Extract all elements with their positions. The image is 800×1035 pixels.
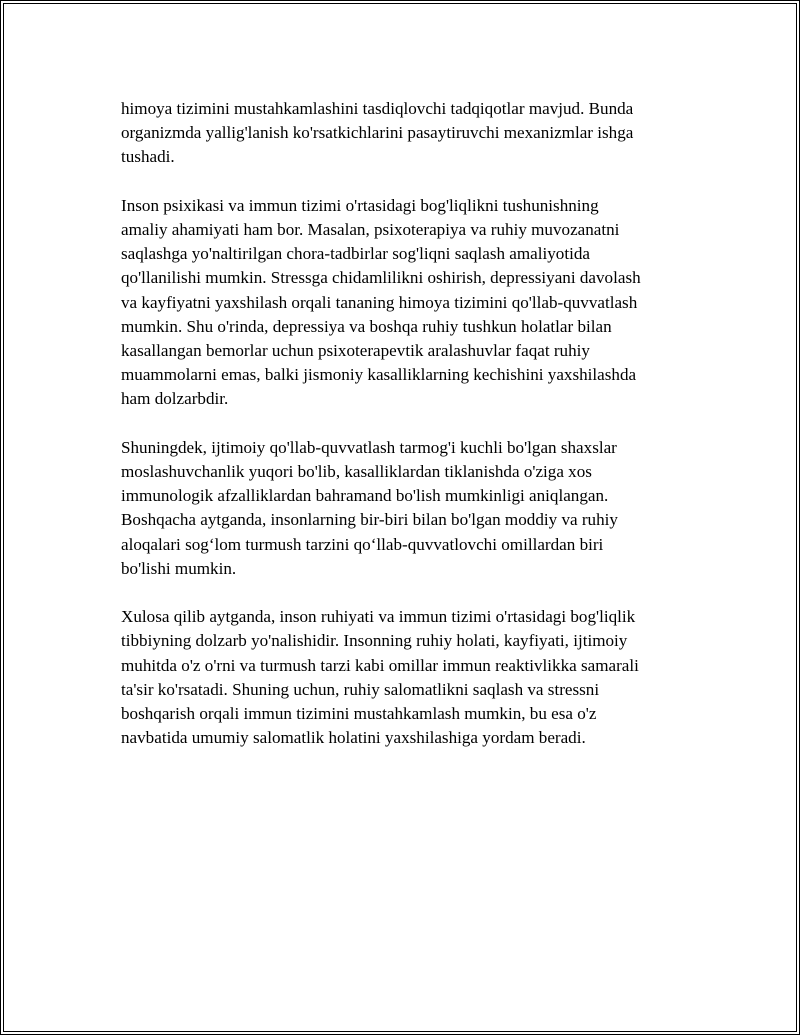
text-line: navbatida umumiy salomatlik holatini yaxshilashiga yordam beradi. bbox=[121, 728, 586, 748]
paragraph-2 bbox=[121, 194, 691, 412]
text-line: moslashuvchanlik yuqori bo'lib, kasalliklardan tiklanishda o'ziga xos bbox=[121, 462, 592, 482]
text-line: tibbiyning dolzarb yo'nalishidir. Insonning ruhiy holati, kayfiyati, ijtimoiy bbox=[121, 631, 628, 651]
text-line: muammolarni emas, balki jismoniy kasalliklarning kechishini yaxshilashda bbox=[121, 365, 637, 385]
text-line: boshqarish orqali immun tizimini mustahkamlash mumkin, bu esa o'z bbox=[121, 704, 597, 724]
document-body bbox=[121, 97, 691, 775]
text-line: amaliy ahamiyati ham bor. Masalan, psixoterapiya va ruhiy muvozanatni bbox=[121, 220, 620, 239]
text-line: Shuningdek, ijtimoiy qo'llab-quvvatlash tarmog'i kuchli bo'lgan shaxslar bbox=[121, 437, 617, 457]
text-line: muhitda o'z o'rni va turmush tarzi kabi omillar immun reaktivlikka samarali bbox=[121, 655, 639, 675]
text-line: qo'llanilishi mumkin. Stressga chidamlilikni oshirish, depressiyani davolash bbox=[121, 268, 641, 288]
text-line: Inson psixikasi va immun tizimi o'rtasidagi bog'liqlikni tushunishning bbox=[121, 195, 599, 215]
text-line: mumkin. Shu o'rinda, depressiya va boshqa ruhiy tushkun holatlar bilan bbox=[121, 316, 612, 336]
text-line: aloqalari sog‘lom turmush tarzini qo‘llab-quvvatlovchi omillardan biri bbox=[121, 534, 604, 554]
text-line: ta'sir ko'rsatadi. Shuning uchun, ruhiy salomatlikni saqlash va stressni bbox=[121, 679, 600, 699]
text-line: Boshqacha aytganda, insonlarning bir-biri bilan bo'lgan moddiy va ruhiy bbox=[121, 510, 618, 530]
text-line: bo'lishi mumkin. bbox=[121, 558, 237, 578]
text-line: tushadi. bbox=[121, 147, 175, 167]
text-line: organizmda yallig'lanish ko'rsatkichlarini pasaytiruvchi mexanizmlar ishga bbox=[121, 123, 634, 143]
text-line: himoya tizimini mustahkamlashini tasdiqlovchi tadqiqotlar mavjud. Bunda bbox=[121, 99, 634, 118]
text-line: saqlashga yo'naltirilgan chora-tadbirlar sog'liqni saqlash amaliyotida bbox=[121, 244, 590, 264]
paragraph-4 bbox=[121, 605, 691, 750]
text-line: kasallangan bemorlar uchun psixoterapevtik aralashuvlar faqat ruhiy bbox=[121, 341, 590, 361]
text-line: Xulosa qilib aytganda, inson ruhiyati va immun tizimi o'rtasidagi bog'liqlik bbox=[121, 607, 636, 627]
paragraph-3 bbox=[121, 436, 691, 581]
text-line: va kayfiyatni yaxshilash orqali tananing himoya tizimini qo'llab-quvvatlash bbox=[121, 292, 638, 312]
paragraph-1 bbox=[121, 97, 691, 170]
text-line: ham dolzarbdir. bbox=[121, 389, 229, 409]
text-line: immunologik afzalliklardan bahramand bo'lish mumkinligi aniqlangan. bbox=[121, 486, 609, 506]
